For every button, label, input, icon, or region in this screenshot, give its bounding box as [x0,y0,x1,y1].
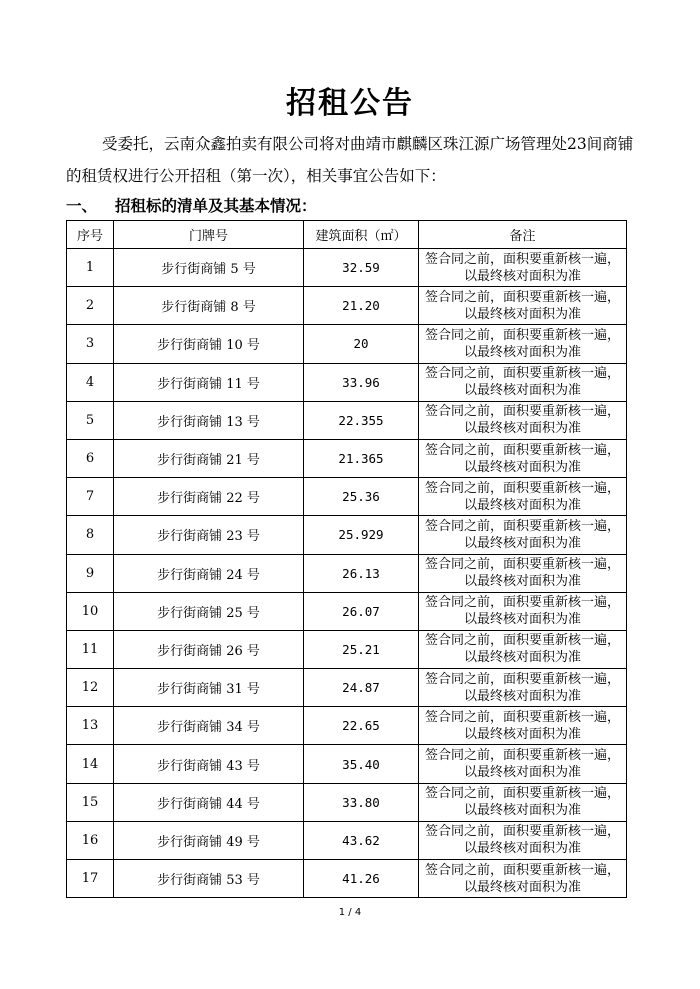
row-note [419,669,627,707]
row-area: 25.36 [304,478,419,516]
row-index: 10 [67,592,114,630]
row-note-line2: 以最终核对面积为准 [463,688,581,704]
row-shop: 步行街商铺 53 号 [114,860,304,898]
row-area: 25.929 [304,516,419,554]
header-index: 序号 [67,221,114,249]
row-shop: 步行街商铺 21 号 [114,439,304,477]
row-area: 25.21 [304,630,419,668]
row-shop: 步行街商铺 13 号 [114,401,304,439]
row-area: 32.59 [304,249,419,287]
row-note-line1: 签合同之前，面积要重新核一遍， [424,480,620,496]
row-shop: 步行街商铺 26 号 [114,630,304,668]
row-note-line1: 签合同之前，面积要重新核一遍， [424,786,620,802]
row-area: 22.355 [304,401,419,439]
row-note [419,707,627,745]
row-note-line2: 以最终核对面积为准 [463,726,581,742]
row-index: 5 [67,401,114,439]
row-note [419,821,627,859]
row-shop: 步行街商铺 8 号 [114,287,304,325]
row-index: 6 [67,439,114,477]
section-heading [66,194,317,216]
row-note-line2: 以最终核对面积为准 [463,612,581,628]
row-note-line1: 签合同之前，面积要重新核一遍， [424,709,620,725]
row-note-line1: 签合同之前，面积要重新核一遍， [424,518,620,534]
row-note-line2: 以最终核对面积为准 [463,879,581,895]
table-row [67,249,627,287]
row-note-line2: 以最终核对面积为准 [463,421,581,437]
row-note [419,860,627,898]
row-note [419,439,627,477]
table-row [67,592,627,630]
row-shop: 步行街商铺 25 号 [114,592,304,630]
row-note-line2: 以最终核对面积为准 [463,344,581,360]
row-note-line1: 签合同之前，面积要重新核一遍， [424,442,620,458]
row-note-line2: 以最终核对面积为准 [463,765,581,781]
row-shop: 步行街商铺 49 号 [114,821,304,859]
table-row [67,478,627,516]
row-note-line2: 以最终核对面积为准 [463,650,581,666]
table-row [67,783,627,821]
table-row [67,669,627,707]
table-header-row [67,221,627,249]
row-note-line1: 签合同之前，面积要重新核一遍， [424,748,620,764]
row-shop: 步行街商铺 5 号 [114,249,304,287]
row-note [419,516,627,554]
row-note [419,401,627,439]
row-note-line2: 以最终核对面积为准 [463,459,581,475]
row-note-line2: 以最终核对面积为准 [463,574,581,590]
row-area: 22.65 [304,707,419,745]
row-note-line2: 以最终核对面积为准 [463,306,581,322]
row-note-line2: 以最终核对面积为准 [463,535,581,551]
header-note: 备注 [419,221,627,249]
row-index: 1 [67,249,114,287]
row-index: 13 [67,707,114,745]
row-shop: 步行街商铺 31 号 [114,669,304,707]
row-note-line1: 签合同之前，面积要重新核一遍， [424,862,620,878]
table-body [67,249,627,898]
table-row [67,860,627,898]
row-note [419,249,627,287]
row-area: 26.07 [304,592,419,630]
row-index: 12 [67,669,114,707]
row-index: 2 [67,287,114,325]
header-area: 建筑面积（㎡） [304,221,419,249]
row-area: 43.62 [304,821,419,859]
row-note [419,554,627,592]
row-shop: 步行街商铺 34 号 [114,707,304,745]
row-note [419,325,627,363]
row-note [419,478,627,516]
row-note-line1: 签合同之前，面积要重新核一遍， [424,557,620,573]
row-note [419,363,627,401]
document-title: 招租公告 [286,86,414,121]
listing-table [66,220,627,898]
page-number: 1 / 4 [338,907,362,918]
row-note-line2: 以最终核对面积为准 [463,497,581,513]
row-note-line2: 以最终核对面积为准 [463,383,581,399]
table-row [67,554,627,592]
row-area: 21.365 [304,439,419,477]
row-note-line1: 签合同之前，面积要重新核一遍， [424,251,620,267]
table-row [67,821,627,859]
row-note [419,287,627,325]
section-title: 招租标的清单及其基本情况： [115,197,317,215]
row-index: 11 [67,630,114,668]
row-note-line2: 以最终核对面积为准 [463,803,581,819]
section-number: 一、 [66,197,98,215]
row-note-line1: 签合同之前，面积要重新核一遍， [424,824,620,840]
row-area: 26.13 [304,554,419,592]
row-area: 35.40 [304,745,419,783]
row-index: 17 [67,860,114,898]
row-note [419,783,627,821]
table-row [67,363,627,401]
row-shop: 步行街商铺 44 号 [114,783,304,821]
row-shop: 步行街商铺 24 号 [114,554,304,592]
row-area: 33.80 [304,783,419,821]
row-shop: 步行街商铺 22 号 [114,478,304,516]
row-note-line2: 以最终核对面积为准 [463,268,581,284]
row-note-line2: 以最终核对面积为准 [463,841,581,857]
row-index: 3 [67,325,114,363]
row-note [419,745,627,783]
table-row [67,439,627,477]
row-shop: 步行街商铺 11 号 [114,363,304,401]
table-row [67,401,627,439]
row-note-line1: 签合同之前，面积要重新核一遍， [424,327,620,343]
row-area: 41.26 [304,860,419,898]
table-row [67,707,627,745]
row-note [419,630,627,668]
row-note-line1: 签合同之前，面积要重新核一遍， [424,671,620,687]
row-note-line1: 签合同之前，面积要重新核一遍， [424,633,620,649]
row-note [419,592,627,630]
row-index: 9 [67,554,114,592]
row-index: 16 [67,821,114,859]
row-area: 20 [304,325,419,363]
row-shop: 步行街商铺 10 号 [114,325,304,363]
table-row [67,745,627,783]
row-note-line1: 签合同之前，面积要重新核一遍， [424,366,620,382]
row-note-line1: 签合同之前，面积要重新核一遍， [424,404,620,420]
row-area: 21.20 [304,287,419,325]
row-index: 14 [67,745,114,783]
row-area: 33.96 [304,363,419,401]
table-row [67,287,627,325]
row-index: 15 [67,783,114,821]
intro-paragraph: 受委托，云南众鑫拍卖有限公司将对曲靖市麒麟区珠江源广场管理处23间商铺的租赁权进行公开招租（第一次），相关事宜公告如下： [66,135,634,185]
row-shop: 步行街商铺 43 号 [114,745,304,783]
table-row [67,630,627,668]
table-row [67,325,627,363]
row-shop: 步行街商铺 23 号 [114,516,304,554]
table-row [67,516,627,554]
row-index: 8 [67,516,114,554]
row-note-line1: 签合同之前，面积要重新核一遍， [424,595,620,611]
row-note-line1: 签合同之前，面积要重新核一遍， [424,289,620,305]
header-shop: 门牌号 [114,221,304,249]
row-index: 4 [67,363,114,401]
row-index: 7 [67,478,114,516]
row-area: 24.87 [304,669,419,707]
